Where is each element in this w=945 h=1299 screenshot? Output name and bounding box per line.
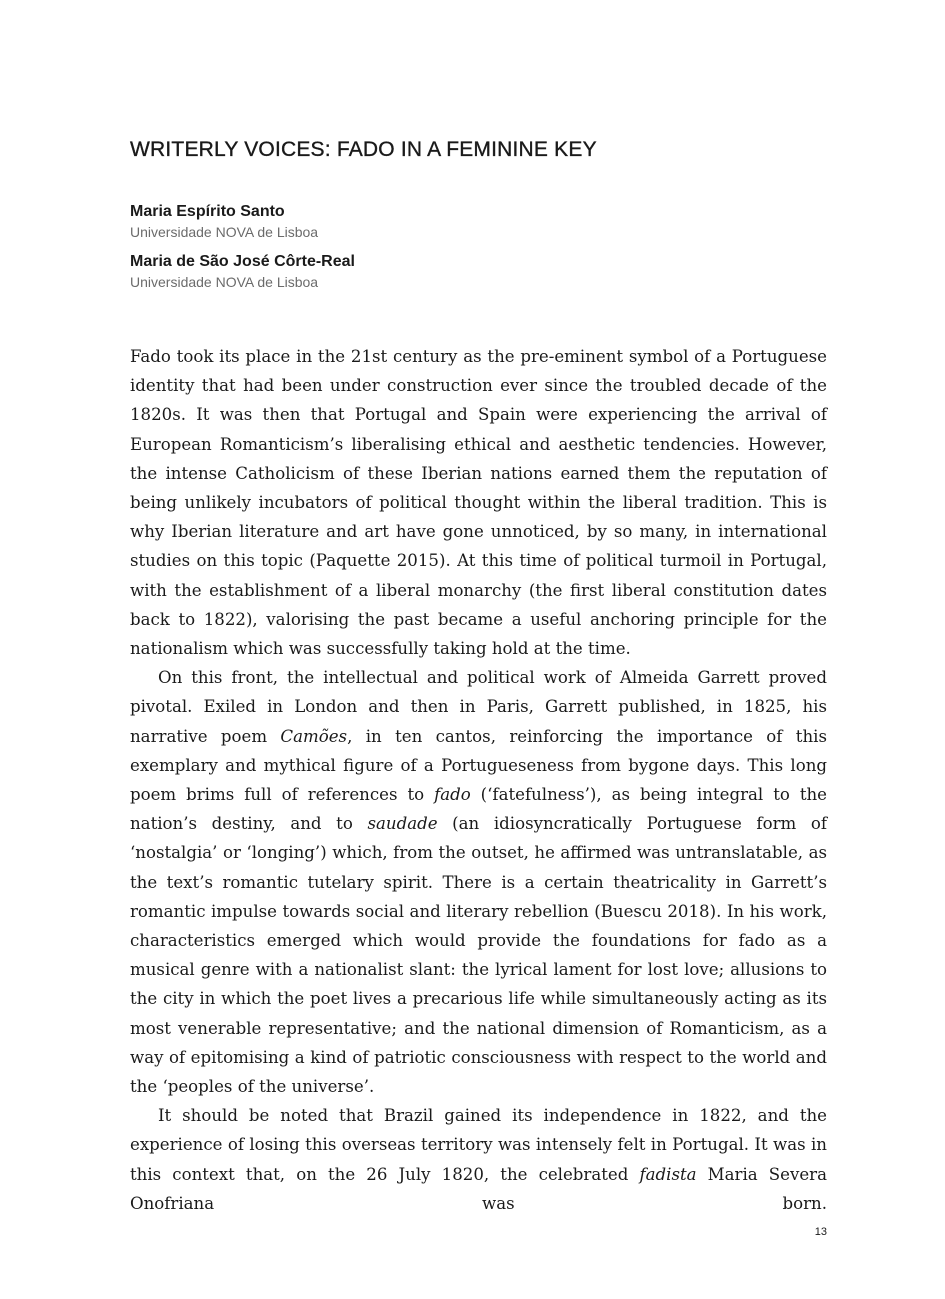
article-body [130,342,827,1218]
text-run: (‘fatefulness’), as being integral to the nation’s destiny, and to [130,785,827,834]
italic-term: fado [434,785,471,805]
body-paragraph-2 [130,663,827,1101]
page-number: 13 [814,1226,827,1238]
italic-term: fadista [639,1164,697,1184]
italic-term: saudade [367,814,438,834]
text-run: Maria Severa Onofriana was born. [130,1164,827,1213]
author-affiliation: Universidade NOVA de Lisboa [130,274,319,290]
author-list [130,201,830,301]
body-paragraph-3 [130,1101,827,1218]
text-run: It should be noted that Brazil gained its independence in 1822, and the experience of losing this overseas territory was intensely felt in Portugal. It was in this context that, on the 26 July 1820, the celebrated [130,1106,827,1184]
text-run: On this front, the intellectual and political work of Almeida Garrett proved pivotal. Exiled in London and then in Paris, Garrett published, in 1825, his narrative poem [130,668,827,746]
text-run: , in ten cantos, reinforcing the importance of this exemplary and mythical figure of a Portugueseness from bygone days. This long poem brims full of references to [130,726,827,805]
author-affiliation: Universidade NOVA de Lisboa [130,224,319,240]
body-paragraph-1: Fado took its place in the 21st century as the pre-eminent symbol of a Portuguese identity that had been under construction ever since the troubled decade of the 1820s. It was then that Portugal and Spain were experiencing the arrival of European Romanticism’s liberalising ethical and aesthetic tendencies. However, the intense Catholicism of these Iberian nations earned them the reputation of being unlikely incubators of political thought within the liberal tradition. This is why Iberian literature and art have gone unnoticed, by so many, in international studies on this topic (Paquette 2015). At this time of political turmoil in Portugal, with the establishment of a liberal monarchy (the first liberal constitution dates back to 1822), valorising the past became a useful anchoring principle for the nationalism which was successfully taking hold at the time. [130,347,827,659]
article-title: WRITERLY VOICES: FADO IN A FEMININE KEY [130,138,597,161]
author-name: Maria de São José Côrte-Real [130,253,355,270]
italic-term: Camões [280,726,348,746]
text-run: (an idiosyncratically Portuguese form of ‘nostalgia’ or ‘longing’) which, from the outset, he affirmed was untranslatable, as the text’s romantic tutelary spirit. There is a certain theatricality in Garrett’s romantic impulse towards social and literary rebellion (Buescu 2018). In his work, characteristics emerged which would provide the foundations for fado as a musical genre with a nationalist slant: the lyrical lament for lost love; allusions to the city in which the poet lives a precarious life while simultaneously acting as its most venerable representative; and the national dimension of Romanticism, as a way of epitomising a kind of patriotic consciousness with respect to the world and the ‘peoples of the universe’. [130,814,827,1097]
author-name: Maria Espírito Santo [130,203,285,220]
